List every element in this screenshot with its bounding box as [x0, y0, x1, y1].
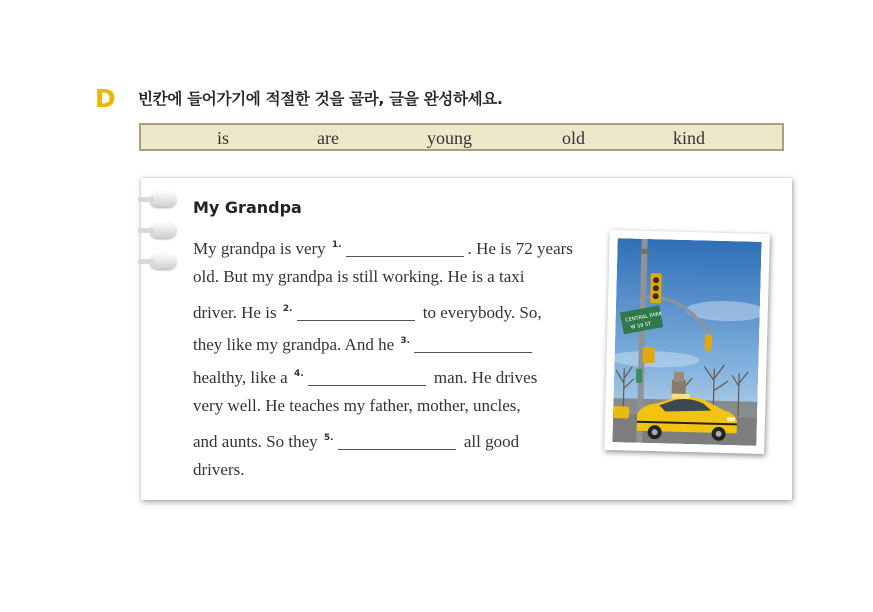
street-scene-icon	[612, 238, 761, 446]
passage-line: very well. He teaches my father, mother, uncles,	[193, 396, 521, 415]
blank-number: 1.	[331, 240, 342, 250]
taxi-photo	[604, 230, 770, 454]
passage-line: healthy, like a $^{4.}$ man. He drives	[193, 368, 538, 387]
street-sign-text: CENTRAL PARK	[624, 310, 663, 324]
word-bank-item: kind	[673, 128, 706, 148]
street-sign-text: W 59 ST	[630, 321, 652, 331]
answer-blank[interactable]	[308, 385, 426, 386]
binder-ring-icon	[150, 254, 176, 269]
blank-number: 2.	[282, 304, 293, 314]
passage-line: My grandpa is very $^{1.}$ . He is 72 years	[193, 239, 573, 258]
answer-blank[interactable]	[346, 256, 464, 257]
word-bank-item: are	[317, 128, 339, 148]
word-bank-item: young	[427, 128, 472, 148]
word-bank	[139, 123, 784, 151]
taxi-photo-image	[612, 238, 761, 446]
word-bank-item: old	[562, 128, 586, 148]
instruction-text: 빈칸에 들어가기에 적절한 것을 골라, 글을 완성하세요.	[138, 90, 503, 108]
passage-line: old. But my grandpa is still working. He is a taxi	[193, 267, 525, 286]
passage-line: and aunts. So they $^{5.}$ all good	[193, 432, 520, 451]
blank-number: 5.	[323, 433, 334, 443]
answer-blank[interactable]	[297, 320, 415, 321]
binder-ring-icon	[150, 223, 176, 238]
blank-number: 3.	[400, 336, 411, 346]
blank-number: 4.	[293, 369, 304, 379]
passage-line: they like my grandpa. And he $^{3.}$	[193, 330, 536, 356]
passage-line: driver. He is $^{2.}$ to everybody. So,	[193, 303, 542, 322]
answer-blank[interactable]	[414, 352, 532, 353]
answer-blank[interactable]	[338, 449, 456, 450]
binder-ring-icon	[150, 192, 176, 207]
passage-line: drivers.	[193, 460, 245, 479]
passage-title: My Grandpa	[193, 198, 302, 217]
section-letter: D	[95, 84, 116, 113]
word-bank-item: is	[217, 128, 230, 148]
